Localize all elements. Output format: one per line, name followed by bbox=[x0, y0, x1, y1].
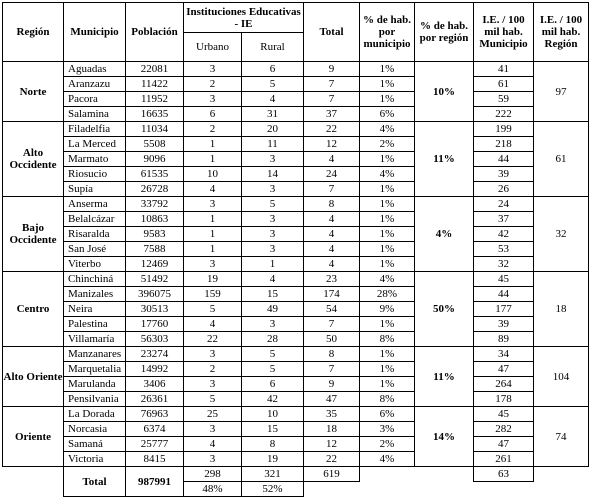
region-name-cell: Alto Oriente bbox=[3, 347, 64, 407]
ie-mun-cell: 45 bbox=[474, 272, 534, 287]
rural-cell: 1 bbox=[242, 257, 304, 272]
total-ie-cell: 54 bbox=[304, 302, 360, 317]
rural-cell: 3 bbox=[242, 212, 304, 227]
urbano-cell: 2 bbox=[184, 362, 242, 377]
ie-region-cell: 97 bbox=[534, 62, 589, 122]
ie-mun-cell: 59 bbox=[474, 92, 534, 107]
region-name-cell: Oriente bbox=[3, 407, 64, 467]
ie-mun-cell: 261 bbox=[474, 452, 534, 467]
pct-hab-mun-cell: 1% bbox=[360, 257, 415, 272]
rural-cell: 28 bbox=[242, 332, 304, 347]
table-row bbox=[3, 242, 589, 257]
table-row bbox=[3, 287, 589, 302]
municipio-cell: Marulanda bbox=[64, 377, 126, 392]
total-ie-cell: 50 bbox=[304, 332, 360, 347]
pct-hab-mun-cell: 1% bbox=[360, 197, 415, 212]
ie-mun-cell: 47 bbox=[474, 437, 534, 452]
ie-mun-cell: 47 bbox=[474, 362, 534, 377]
pct-hab-mun-cell: 6% bbox=[360, 107, 415, 122]
municipio-cell: San José bbox=[64, 242, 126, 257]
municipio-cell: Supía bbox=[64, 182, 126, 197]
pct-hab-mun-cell: 4% bbox=[360, 122, 415, 137]
pct-hab-mun-cell: 28% bbox=[360, 287, 415, 302]
header-row-1 bbox=[3, 3, 589, 33]
poblacion-cell: 14992 bbox=[126, 362, 184, 377]
rural-cell: 3 bbox=[242, 152, 304, 167]
urbano-cell: 6 bbox=[184, 107, 242, 122]
total-rural: 321 bbox=[242, 467, 304, 482]
urbano-cell: 4 bbox=[184, 182, 242, 197]
pct-hab-mun-cell: 1% bbox=[360, 182, 415, 197]
pct-hab-mun-cell: 1% bbox=[360, 347, 415, 362]
pct-hab-mun-cell: 1% bbox=[360, 362, 415, 377]
poblacion-cell: 51492 bbox=[126, 272, 184, 287]
ie-mun-cell: 34 bbox=[474, 347, 534, 362]
poblacion-cell: 25777 bbox=[126, 437, 184, 452]
pct-hab-region-cell: 11% bbox=[415, 347, 474, 407]
ie-mun-cell: 89 bbox=[474, 332, 534, 347]
ie-table bbox=[2, 2, 589, 497]
rural-cell: 3 bbox=[242, 242, 304, 257]
total-ie-cell: 22 bbox=[304, 122, 360, 137]
table-row bbox=[3, 347, 589, 362]
poblacion-cell: 5508 bbox=[126, 137, 184, 152]
pct-hab-region-cell: 14% bbox=[415, 407, 474, 467]
total-ie-cell: 35 bbox=[304, 407, 360, 422]
header-region: Región bbox=[3, 3, 64, 62]
total-blank-region bbox=[3, 467, 64, 497]
pct-hab-region-cell: 10% bbox=[415, 62, 474, 122]
header-municipio: Municipio bbox=[64, 3, 126, 62]
municipio-cell: Marquetalia bbox=[64, 362, 126, 377]
region-name-cell: Norte bbox=[3, 62, 64, 122]
urbano-cell: 22 bbox=[184, 332, 242, 347]
poblacion-cell: 56303 bbox=[126, 332, 184, 347]
urbano-cell: 5 bbox=[184, 392, 242, 407]
municipio-cell: Belalcázar bbox=[64, 212, 126, 227]
poblacion-cell: 61535 bbox=[126, 167, 184, 182]
municipio-cell: Viterbo bbox=[64, 257, 126, 272]
total-blank-ie-region bbox=[534, 467, 589, 482]
urbano-cell: 2 bbox=[184, 122, 242, 137]
rural-cell: 5 bbox=[242, 362, 304, 377]
municipio-cell: Chinchiná bbox=[64, 272, 126, 287]
ie-region-cell: 74 bbox=[534, 407, 589, 467]
pct-hab-mun-cell: 9% bbox=[360, 302, 415, 317]
municipio-cell: Salamina bbox=[64, 107, 126, 122]
urbano-cell: 3 bbox=[184, 197, 242, 212]
poblacion-cell: 11034 bbox=[126, 122, 184, 137]
rural-cell: 42 bbox=[242, 392, 304, 407]
ie-mun-cell: 37 bbox=[474, 212, 534, 227]
table-row bbox=[3, 332, 589, 347]
pct-hab-mun-cell: 4% bbox=[360, 452, 415, 467]
ie-mun-cell: 32 bbox=[474, 257, 534, 272]
total-ie-cell: 24 bbox=[304, 167, 360, 182]
total-urbano-pct: 48% bbox=[184, 482, 242, 497]
table-row bbox=[3, 77, 589, 92]
municipio-cell: Pacora bbox=[64, 92, 126, 107]
total-blank-pct-region bbox=[415, 467, 474, 482]
pct-hab-mun-cell: 6% bbox=[360, 407, 415, 422]
table-row bbox=[3, 362, 589, 377]
ie-mun-cell: 282 bbox=[474, 422, 534, 437]
municipio-cell: La Dorada bbox=[64, 407, 126, 422]
ie-mun-cell: 39 bbox=[474, 167, 534, 182]
rural-cell: 11 bbox=[242, 137, 304, 152]
table-body bbox=[3, 62, 589, 497]
ie-mun-cell: 199 bbox=[474, 122, 534, 137]
total-row bbox=[3, 467, 589, 482]
pct-hab-mun-cell: 4% bbox=[360, 272, 415, 287]
pct-hab-mun-cell: 8% bbox=[360, 392, 415, 407]
total-pct-blank bbox=[304, 482, 589, 497]
pct-hab-mun-cell: 1% bbox=[360, 242, 415, 257]
ie-mun-cell: 39 bbox=[474, 317, 534, 332]
total-ie-cell: 174 bbox=[304, 287, 360, 302]
pct-hab-mun-cell: 1% bbox=[360, 62, 415, 77]
municipio-cell: Manizales bbox=[64, 287, 126, 302]
ie-mun-cell: 45 bbox=[474, 407, 534, 422]
poblacion-cell: 396075 bbox=[126, 287, 184, 302]
region-name-cell: Bajo Occidente bbox=[3, 197, 64, 272]
total-ie-cell: 7 bbox=[304, 92, 360, 107]
total-ie-per-100k: 63 bbox=[474, 467, 534, 482]
table-row bbox=[3, 167, 589, 182]
total-urbano: 298 bbox=[184, 467, 242, 482]
municipio-cell: Marmato bbox=[64, 152, 126, 167]
total-ie-cell: 8 bbox=[304, 347, 360, 362]
rural-cell: 3 bbox=[242, 182, 304, 197]
total-ie-cell: 7 bbox=[304, 182, 360, 197]
table-row bbox=[3, 257, 589, 272]
total-ie-cell: 18 bbox=[304, 422, 360, 437]
table-row bbox=[3, 107, 589, 122]
header-pct-hab-region: % de hab. por región bbox=[415, 3, 474, 62]
urbano-cell: 19 bbox=[184, 272, 242, 287]
rural-cell: 20 bbox=[242, 122, 304, 137]
poblacion-cell: 23274 bbox=[126, 347, 184, 362]
header-urbano: Urbano bbox=[184, 33, 242, 62]
table-row bbox=[3, 407, 589, 422]
pct-hab-region-cell: 4% bbox=[415, 197, 474, 272]
municipio-cell: Aguadas bbox=[64, 62, 126, 77]
poblacion-cell: 8415 bbox=[126, 452, 184, 467]
poblacion-cell: 12469 bbox=[126, 257, 184, 272]
total-ie-cell: 4 bbox=[304, 212, 360, 227]
municipio-cell: Riosucio bbox=[64, 167, 126, 182]
municipio-cell: Neira bbox=[64, 302, 126, 317]
table-row bbox=[3, 422, 589, 437]
table-row bbox=[3, 137, 589, 152]
rural-cell: 4 bbox=[242, 92, 304, 107]
municipio-cell: Pensilvania bbox=[64, 392, 126, 407]
poblacion-cell: 16635 bbox=[126, 107, 184, 122]
total-ie-cell: 7 bbox=[304, 317, 360, 332]
poblacion-cell: 7588 bbox=[126, 242, 184, 257]
poblacion-cell: 26361 bbox=[126, 392, 184, 407]
rural-cell: 4 bbox=[242, 272, 304, 287]
table-row bbox=[3, 302, 589, 317]
header-ie-region: I.E. / 100 mil hab. Región bbox=[534, 3, 589, 62]
pct-hab-mun-cell: 1% bbox=[360, 152, 415, 167]
urbano-cell: 10 bbox=[184, 167, 242, 182]
total-ie-cell: 23 bbox=[304, 272, 360, 287]
poblacion-cell: 3406 bbox=[126, 377, 184, 392]
ie-mun-cell: 222 bbox=[474, 107, 534, 122]
region-name-cell: Alto Occidente bbox=[3, 122, 64, 197]
municipio-cell: Victoria bbox=[64, 452, 126, 467]
rural-cell: 14 bbox=[242, 167, 304, 182]
urbano-cell: 1 bbox=[184, 212, 242, 227]
pct-hab-mun-cell: 1% bbox=[360, 317, 415, 332]
table-row bbox=[3, 152, 589, 167]
municipio-cell: Palestina bbox=[64, 317, 126, 332]
pct-hab-mun-cell: 2% bbox=[360, 437, 415, 452]
ie-mun-cell: 178 bbox=[474, 392, 534, 407]
total-ie-cell: 12 bbox=[304, 437, 360, 452]
total-ie-cell: 8 bbox=[304, 197, 360, 212]
poblacion-cell: 9583 bbox=[126, 227, 184, 242]
urbano-cell: 1 bbox=[184, 137, 242, 152]
rural-cell: 15 bbox=[242, 287, 304, 302]
poblacion-cell: 9096 bbox=[126, 152, 184, 167]
rural-cell: 19 bbox=[242, 452, 304, 467]
poblacion-cell: 76963 bbox=[126, 407, 184, 422]
header-rural: Rural bbox=[242, 33, 304, 62]
ie-mun-cell: 26 bbox=[474, 182, 534, 197]
urbano-cell: 3 bbox=[184, 92, 242, 107]
pct-hab-region-cell: 11% bbox=[415, 122, 474, 197]
rural-cell: 10 bbox=[242, 407, 304, 422]
total-ie-cell: 4 bbox=[304, 152, 360, 167]
urbano-cell: 1 bbox=[184, 152, 242, 167]
ie-mun-cell: 24 bbox=[474, 197, 534, 212]
total-label: Total bbox=[64, 467, 126, 497]
total-ie-cell: 4 bbox=[304, 242, 360, 257]
pct-hab-mun-cell: 4% bbox=[360, 167, 415, 182]
table-row bbox=[3, 92, 589, 107]
total-ie-cell: 47 bbox=[304, 392, 360, 407]
table-row bbox=[3, 377, 589, 392]
poblacion-cell: 11952 bbox=[126, 92, 184, 107]
table-row bbox=[3, 62, 589, 77]
pct-hab-mun-cell: 2% bbox=[360, 137, 415, 152]
urbano-cell: 3 bbox=[184, 452, 242, 467]
total-ie-cell: 4 bbox=[304, 227, 360, 242]
total-ie-cell: 7 bbox=[304, 77, 360, 92]
rural-cell: 5 bbox=[242, 197, 304, 212]
pct-hab-mun-cell: 1% bbox=[360, 212, 415, 227]
total-population: 987991 bbox=[126, 467, 184, 497]
urbano-cell: 25 bbox=[184, 407, 242, 422]
rural-cell: 6 bbox=[242, 377, 304, 392]
ie-table-container bbox=[2, 2, 589, 497]
rural-cell: 6 bbox=[242, 62, 304, 77]
municipio-cell: Samaná bbox=[64, 437, 126, 452]
total-ie: 619 bbox=[304, 467, 360, 482]
total-rural-pct: 52% bbox=[242, 482, 304, 497]
total-ie-cell: 22 bbox=[304, 452, 360, 467]
header-pct-hab-mun: % de hab. por municipio bbox=[360, 3, 415, 62]
ie-mun-cell: 44 bbox=[474, 287, 534, 302]
municipio-cell: Villamaría bbox=[64, 332, 126, 347]
municipio-cell: Anserma bbox=[64, 197, 126, 212]
poblacion-cell: 33792 bbox=[126, 197, 184, 212]
ie-region-cell: 104 bbox=[534, 347, 589, 407]
urbano-cell: 3 bbox=[184, 62, 242, 77]
urbano-cell: 1 bbox=[184, 227, 242, 242]
urbano-cell: 3 bbox=[184, 257, 242, 272]
rural-cell: 3 bbox=[242, 317, 304, 332]
rural-cell: 5 bbox=[242, 77, 304, 92]
table-row bbox=[3, 317, 589, 332]
poblacion-cell: 22081 bbox=[126, 62, 184, 77]
municipio-cell: Manzanares bbox=[64, 347, 126, 362]
rural-cell: 31 bbox=[242, 107, 304, 122]
rural-cell: 3 bbox=[242, 227, 304, 242]
table-row bbox=[3, 452, 589, 467]
table-row bbox=[3, 437, 589, 452]
total-ie-cell: 7 bbox=[304, 362, 360, 377]
ie-mun-cell: 44 bbox=[474, 152, 534, 167]
ie-mun-cell: 177 bbox=[474, 302, 534, 317]
table-row bbox=[3, 392, 589, 407]
ie-region-cell: 32 bbox=[534, 197, 589, 272]
pct-hab-mun-cell: 1% bbox=[360, 377, 415, 392]
urbano-cell: 5 bbox=[184, 302, 242, 317]
urbano-cell: 3 bbox=[184, 377, 242, 392]
table-row bbox=[3, 272, 589, 287]
region-name-cell: Centro bbox=[3, 272, 64, 347]
poblacion-cell: 17760 bbox=[126, 317, 184, 332]
pct-hab-region-cell: 50% bbox=[415, 272, 474, 347]
ie-mun-cell: 53 bbox=[474, 242, 534, 257]
urbano-cell: 3 bbox=[184, 347, 242, 362]
poblacion-cell: 11422 bbox=[126, 77, 184, 92]
ie-region-cell: 61 bbox=[534, 122, 589, 197]
total-ie-cell: 37 bbox=[304, 107, 360, 122]
total-ie-cell: 4 bbox=[304, 257, 360, 272]
total-blank-pct-mun bbox=[360, 467, 415, 482]
total-ie-cell: 9 bbox=[304, 62, 360, 77]
ie-mun-cell: 61 bbox=[474, 77, 534, 92]
rural-cell: 5 bbox=[242, 347, 304, 362]
municipio-cell: Filadelfia bbox=[64, 122, 126, 137]
ie-mun-cell: 41 bbox=[474, 62, 534, 77]
header-total: Total bbox=[304, 3, 360, 62]
total-ie-cell: 9 bbox=[304, 377, 360, 392]
municipio-cell: Norcasia bbox=[64, 422, 126, 437]
municipio-cell: Risaralda bbox=[64, 227, 126, 242]
ie-mun-cell: 264 bbox=[474, 377, 534, 392]
rural-cell: 15 bbox=[242, 422, 304, 437]
urbano-cell: 2 bbox=[184, 77, 242, 92]
ie-region-cell: 18 bbox=[534, 272, 589, 347]
urbano-cell: 1 bbox=[184, 242, 242, 257]
poblacion-cell: 6374 bbox=[126, 422, 184, 437]
ie-mun-cell: 218 bbox=[474, 137, 534, 152]
municipio-cell: La Merced bbox=[64, 137, 126, 152]
poblacion-cell: 30513 bbox=[126, 302, 184, 317]
header-ie-mun: I.E. / 100 mil hab. Municipio bbox=[474, 3, 534, 62]
pct-hab-mun-cell: 3% bbox=[360, 422, 415, 437]
municipio-cell: Aranzazu bbox=[64, 77, 126, 92]
header-ie-group: Instituciones Educativas - IE bbox=[184, 3, 304, 33]
ie-mun-cell: 42 bbox=[474, 227, 534, 242]
table-row bbox=[3, 227, 589, 242]
table-row bbox=[3, 182, 589, 197]
pct-hab-mun-cell: 1% bbox=[360, 77, 415, 92]
pct-hab-mun-cell: 8% bbox=[360, 332, 415, 347]
table-row bbox=[3, 212, 589, 227]
table-row bbox=[3, 197, 589, 212]
urbano-cell: 159 bbox=[184, 287, 242, 302]
urbano-cell: 3 bbox=[184, 422, 242, 437]
rural-cell: 8 bbox=[242, 437, 304, 452]
pct-hab-mun-cell: 1% bbox=[360, 92, 415, 107]
header-poblacion: Población bbox=[126, 3, 184, 62]
poblacion-cell: 26728 bbox=[126, 182, 184, 197]
poblacion-cell: 10863 bbox=[126, 212, 184, 227]
total-ie-cell: 12 bbox=[304, 137, 360, 152]
table-row bbox=[3, 122, 589, 137]
rural-cell: 49 bbox=[242, 302, 304, 317]
urbano-cell: 4 bbox=[184, 317, 242, 332]
pct-hab-mun-cell: 1% bbox=[360, 227, 415, 242]
urbano-cell: 4 bbox=[184, 437, 242, 452]
